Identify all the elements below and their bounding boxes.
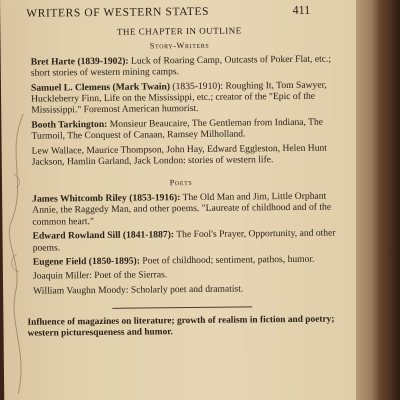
entry-author: Samuel L. Clemens (Mark Twain) [30,80,171,94]
entry-description: Monsieur Beaucaire, The Gentleman from Indiana, The Turmoil, The Conquest of Canaan, Ramsey Milholland. [31,116,324,142]
entry-description: Joaquin Miller: Poet of the Sierras. [32,269,168,282]
entry-author: Eugene Field (1850-1895): [32,255,140,268]
entry-author: James Whitcomb Riley (1853-1916): [32,191,181,205]
entry-description: The Old Man and Jim, Little Orphant Annie, the Raggedy Man, and other poems. "Laureate of childhood and of the common heart." [32,190,332,228]
entry-description: Luck of Roaring Camp, Outcasts of Poker Flat, etc.; short stories of western mining camps. [30,53,332,79]
page-number: 411 [292,2,311,17]
summary-paragraph: Influence of magazines on literature; growth of realism in fiction and poetry; western picturesqueness and humor. [27,314,335,340]
entry-description: (1835-1910): Roughing It, Tom Sawyer, Huckleberry Finn, Life on the Mississippi, etc.; creator of the "Epic of the Mississippi." Foremost American humorist. [31,79,327,117]
outline-entry [25,253,339,268]
section-story-writers: Story-Writers [149,41,210,51]
outline-entry [23,116,337,142]
poets-list [24,190,339,297]
page-edge [356,0,382,400]
entry-description: William Vaughn Moody: Scholarly poet and dramatist. [33,283,244,297]
outline-body [22,20,339,340]
section-poets: Poets [169,178,193,188]
outline-entry [24,142,338,168]
entry-author: Edward Rowland Sill (1841-1887): [32,229,175,242]
outline-entry [24,190,338,228]
outline-entry [24,228,338,254]
entry-description: Poet of childhood; sentiment, pathos, humor. [139,253,315,267]
entry-description: Lew Wallace, Maurice Thompson, John Hay, Edward Eggleston, Helen Hunt Jackson, Hamlin Garland, Jack London: stories of western life. [31,142,328,168]
divider-rule [112,307,252,309]
running-header [26,2,311,21]
outline-entry [25,282,339,297]
entry-author: Bret Harte (1839-1902): [30,55,129,68]
book-cover-edge [380,0,400,400]
entry-description: The Fool's Prayer, Opportunity, and other poems. [32,227,336,254]
story-writers-list [23,53,338,168]
running-title: WRITERS OF WESTERN STATES [26,5,210,20]
entry-author: Booth Tarkington: [31,118,108,131]
outline-entry [23,53,337,79]
outline-title: THE CHAPTER IN OUTLINE [116,25,242,37]
outline-entry [25,268,339,283]
outline-entry [23,79,337,117]
